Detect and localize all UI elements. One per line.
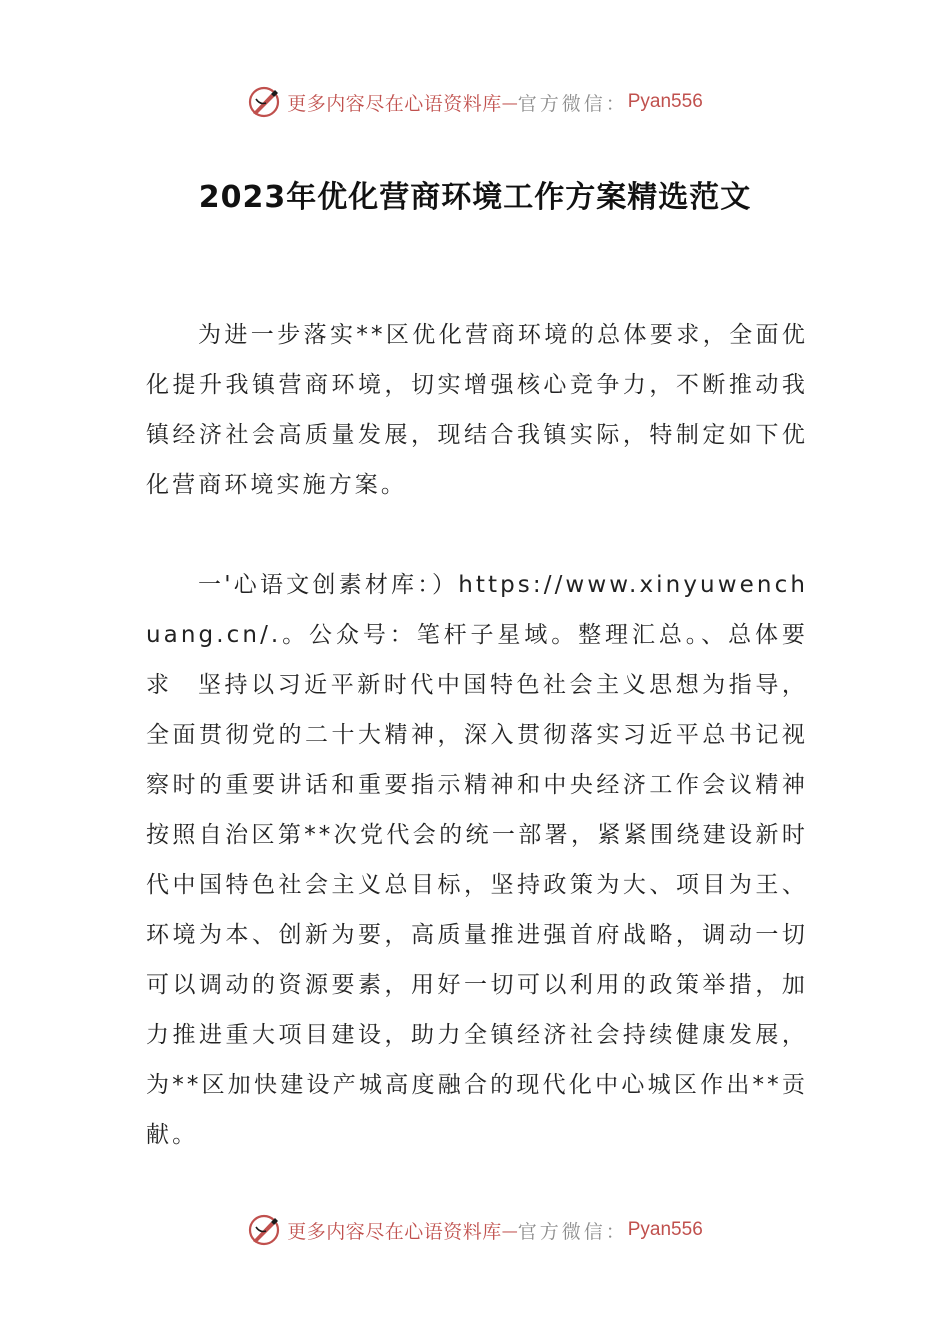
pen-logo-icon	[247, 85, 281, 119]
footer-banner	[0, 1210, 950, 1250]
paragraph-text: 一'心语文创素材库：）https://www.xinyuwenchuang.cn/.。公众号：笔杆子星域。整理汇总。、总体要求	[146, 572, 808, 698]
banner-separator: —	[501, 1220, 518, 1240]
banner-wechat-id: Pyan556	[627, 91, 703, 112]
banner-wechat-label: 官方微信：	[517, 92, 628, 115]
banner-wechat-id: Pyan556	[627, 1219, 703, 1240]
banner-slogan: 更多内容尽在心语资料库	[287, 92, 502, 115]
banner-slogan: 更多内容尽在心语资料库	[287, 1220, 502, 1243]
header-banner	[0, 82, 950, 122]
pen-logo-icon	[247, 1213, 281, 1247]
paragraph-text: 为进一步落实**区优化营商环境的总体要求，全面优化提升我镇营商环境，切实增强核心竞争力，不断推动我镇经济社会高质量发展，现结合我镇实际，特制定如下优化营商环境实施方案。	[146, 322, 808, 498]
paragraph-requirements	[146, 660, 808, 1160]
paragraph-intro	[146, 310, 808, 510]
banner-wechat-label: 官方微信：	[517, 1220, 628, 1243]
document-title: 2023年优化营商环境工作方案精选范文	[198, 180, 752, 215]
banner-separator: —	[501, 92, 518, 112]
paragraph-text: 坚持以习近平新时代中国特色社会主义思想为指导，全面贯彻党的二十大精神，深入贯彻落实习近平总书记视察时的重要讲话和重要指示精神和中央经济工作会议精神按照自治区第**次党代会的统一部署，紧紧围绕建设新时代中国特色社会主义总目标，坚持政策为大、项目为王、环境为本、创新为要，高质量推进强首府战略，调动一切可以调动的资源要素，用好一切可以利用的政策举措，加力推进重大项目建设，助力全镇经济社会持续健康发展，为**区加快建设产城高度融合的现代化中心城区作出**贡献。	[146, 672, 808, 1148]
